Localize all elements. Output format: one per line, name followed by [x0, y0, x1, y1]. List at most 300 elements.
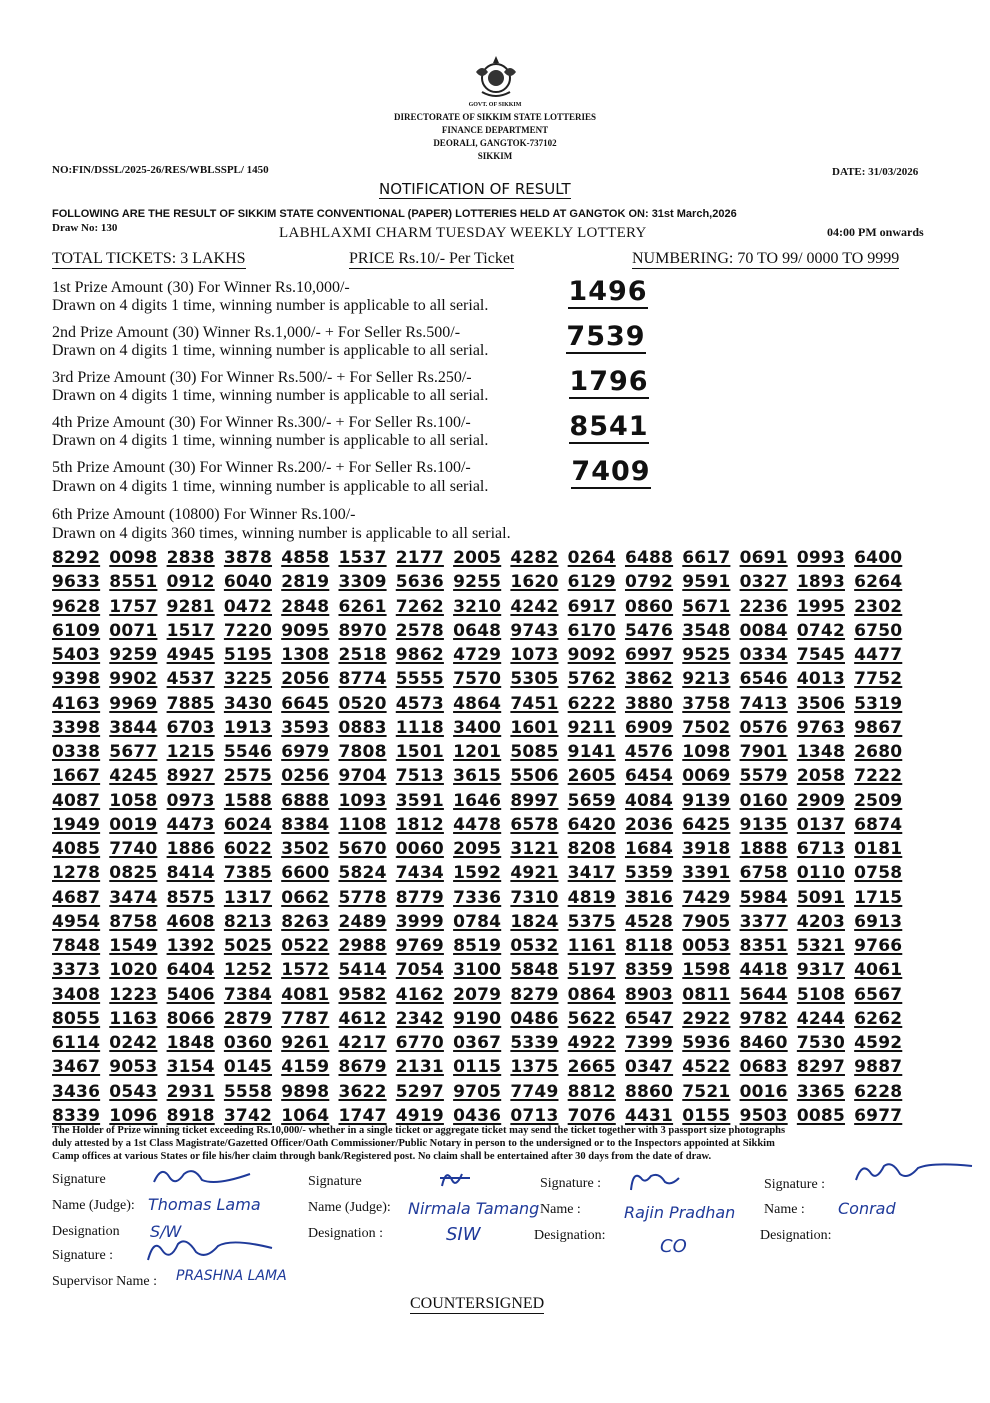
grid-number: 2236 — [739, 596, 788, 617]
grid-row — [52, 839, 912, 863]
grid-row — [52, 985, 912, 1009]
grid-number: 5403 — [52, 645, 101, 665]
grid-number: 3365 — [796, 1081, 845, 1102]
grid-number: 9095 — [281, 620, 330, 641]
grid-number: 1058 — [109, 790, 158, 811]
grid-number: 7530 — [796, 1033, 845, 1053]
grid-number: 8460 — [739, 1033, 788, 1053]
grid-number: 7545 — [796, 645, 845, 665]
grid-number: 8384 — [281, 814, 330, 835]
grid-number: 5321 — [796, 936, 845, 956]
grid-number: 1163 — [109, 1008, 158, 1029]
grid-number: 1161 — [567, 936, 616, 956]
grid-number: 7429 — [682, 887, 731, 908]
grid-number: 5936 — [682, 1033, 731, 1053]
grid-number: 1848 — [166, 1033, 215, 1053]
grid-number: 2518 — [338, 645, 387, 665]
grid-number: 2931 — [166, 1081, 215, 1102]
prize-5-line-2: Drawn on 4 digits 1 time, winning number is applicable to all serial. — [52, 478, 489, 495]
grid-number: 1108 — [338, 814, 387, 835]
grid-number: 4729 — [453, 645, 502, 665]
grid-number: 4858 — [281, 548, 330, 568]
grid-number: 2665 — [567, 1057, 616, 1078]
grid-number: 8927 — [166, 766, 215, 787]
grid-number: 3506 — [796, 693, 845, 714]
grid-number: 1392 — [166, 936, 215, 956]
grid-number: 3622 — [338, 1081, 387, 1102]
grid-number: 1317 — [223, 887, 273, 908]
grid-number: 1223 — [109, 984, 158, 1005]
prize-5-number: 7409 — [571, 456, 651, 487]
grid-number: 9255 — [453, 572, 502, 593]
grid-number: 6567 — [854, 984, 903, 1005]
col1-signature-label: Signature — [52, 1172, 106, 1187]
grid-number: 6261 — [338, 596, 387, 617]
grid-number: 4159 — [281, 1057, 330, 1078]
grid-number: 1215 — [166, 742, 215, 762]
grid-number: 9591 — [682, 572, 731, 593]
grid-number: 0019 — [109, 814, 158, 835]
grid-number: 8055 — [52, 1008, 101, 1029]
grid-number: 9503 — [739, 1105, 788, 1126]
grid-number: 9782 — [739, 1008, 788, 1029]
grid-number: 3878 — [223, 548, 273, 568]
grid-number: 5305 — [510, 669, 559, 690]
grid-number: 5546 — [223, 742, 273, 762]
col1-name-handwritten: Thomas Lama — [148, 1195, 261, 1214]
grid-number: 0347 — [624, 1057, 674, 1078]
grid-number: 4537 — [166, 669, 215, 690]
grid-number: 6750 — [854, 620, 903, 641]
grid-number: 5085 — [510, 742, 559, 762]
grid-number: 6578 — [510, 814, 559, 835]
grid-number: 4087 — [52, 790, 101, 811]
grid-number: 7310 — [510, 887, 559, 908]
col2-signature-label: Signature — [308, 1174, 362, 1189]
grid-number: 9139 — [682, 790, 731, 811]
prize-4-line-1: 4th Prize Amount (30) For Winner Rs.300/- + For Seller Rs.100/- — [52, 414, 471, 431]
grid-number: 8774 — [338, 669, 387, 690]
grid-number: 1747 — [338, 1105, 387, 1126]
grid-number: 1888 — [739, 839, 788, 859]
grid-number: 4245 — [109, 766, 158, 787]
grid-number: 8118 — [624, 936, 674, 956]
grid-number: 4522 — [682, 1057, 731, 1078]
emblem-caption: GOVT. OF SIKKIM — [468, 102, 522, 108]
grid-number: 0160 — [739, 790, 788, 811]
grid-number: 7399 — [624, 1033, 674, 1053]
grid-number: 8519 — [453, 936, 502, 956]
col2-name-handwritten: Nirmala Tamang — [408, 1199, 540, 1218]
grid-number: 6425 — [682, 814, 731, 835]
grid-row — [52, 718, 912, 742]
grid-number: 0520 — [338, 693, 387, 714]
grid-number: 0084 — [739, 620, 788, 641]
grid-number: 7076 — [567, 1105, 616, 1126]
grid-row — [52, 669, 912, 693]
countersigned: COUNTERSIGNED — [410, 1295, 545, 1312]
grid-number: 4687 — [52, 887, 101, 908]
grid-number: 0327 — [739, 572, 788, 593]
grid-number: 4608 — [166, 911, 215, 932]
grid-number: 5108 — [796, 984, 845, 1005]
grid-number: 9281 — [166, 596, 215, 617]
prize-4-number: 8541 — [569, 411, 649, 442]
grid-number: 9141 — [567, 742, 616, 762]
grid-number: 0338 — [52, 742, 101, 762]
grid-number: 3591 — [395, 790, 444, 811]
grid-number: 7451 — [510, 693, 559, 714]
grid-number: 6488 — [624, 548, 674, 568]
grid-number: 5644 — [739, 984, 788, 1005]
grid-number: 2848 — [281, 596, 330, 617]
grid-row — [52, 548, 912, 572]
grid-number: 0792 — [624, 572, 674, 593]
grid-number: 2838 — [166, 548, 215, 568]
grid-number: 4478 — [453, 814, 502, 835]
grid-number: 7808 — [338, 742, 387, 762]
grid-number: 2879 — [223, 1008, 273, 1029]
col1-name-label: Name (Judge): — [52, 1198, 135, 1213]
grid-number: 8860 — [624, 1081, 674, 1102]
grid-number: 3430 — [223, 693, 273, 714]
grid-number: 9743 — [510, 620, 559, 641]
grid-number: 6979 — [281, 742, 330, 762]
grid-number: 5671 — [682, 596, 731, 617]
grid-number: 9766 — [854, 936, 903, 956]
grid-number: 1995 — [796, 596, 845, 617]
grid-row — [52, 1082, 912, 1106]
grid-number: 9763 — [796, 717, 845, 738]
grid-number: 1537 — [338, 548, 387, 568]
grid-number: 1588 — [223, 790, 273, 811]
col4-name-handwritten: Conrad — [838, 1199, 896, 1218]
grid-number: 5778 — [338, 887, 387, 908]
grid-number: 3210 — [453, 596, 502, 617]
grid-number: 9628 — [52, 596, 101, 617]
grid-number: 1601 — [510, 717, 559, 738]
grid-number: 3844 — [109, 717, 158, 738]
grid-number: 8970 — [338, 620, 387, 641]
grid-number: 0472 — [223, 596, 273, 617]
grid-number: 8551 — [109, 572, 158, 593]
grid-number: 7905 — [682, 911, 731, 932]
draw-time: 04:00 PM onwards — [827, 225, 924, 239]
grid-number: 4477 — [854, 645, 903, 665]
grid-number: 0242 — [109, 1033, 158, 1053]
prize-2-number: 7539 — [566, 321, 646, 352]
grid-number: 7740 — [109, 839, 158, 859]
grid-number: 0264 — [567, 548, 616, 568]
grid-number: 6917 — [567, 596, 616, 617]
grid-number: 5339 — [510, 1033, 559, 1053]
grid-number: 9135 — [739, 814, 788, 835]
grid-number: 6264 — [854, 572, 903, 593]
grid-number: 5636 — [395, 572, 444, 593]
grid-number: 8779 — [395, 887, 444, 908]
grid-number: 6547 — [624, 1008, 674, 1029]
page-title: NOTIFICATION OF RESULT — [379, 180, 571, 198]
grid-number: 9213 — [682, 669, 731, 690]
numbering: NUMBERING: 70 TO 99/ 0000 TO 9999 — [632, 250, 900, 267]
grid-number: 8679 — [338, 1057, 387, 1078]
header-line-2: FINANCE DEPARTMENT — [441, 125, 549, 135]
grid-number: 6454 — [624, 766, 674, 787]
grid-number: 6420 — [567, 814, 616, 835]
grid-number: 1098 — [682, 742, 731, 762]
grid-number: 1093 — [338, 790, 387, 811]
grid-number: 4573 — [395, 693, 444, 714]
grid-number: 0085 — [796, 1105, 845, 1126]
grid-number: 6024 — [223, 814, 273, 835]
grid-number: 7054 — [395, 960, 444, 981]
grid-number: 4431 — [624, 1105, 674, 1126]
col3-designation-label: Designation: — [534, 1228, 606, 1243]
grid-number: 3816 — [624, 887, 674, 908]
grid-number: 7901 — [739, 742, 788, 762]
grid-number: 4013 — [796, 669, 845, 690]
grid-number: 3121 — [510, 839, 559, 859]
grid-number: 0742 — [796, 620, 845, 641]
grid-number: 4819 — [567, 887, 616, 908]
grid-number: 6713 — [796, 839, 845, 859]
grid-number: 8359 — [624, 960, 674, 981]
grid-number: 1893 — [796, 572, 845, 593]
grid-number: 3999 — [395, 911, 444, 932]
draw-number: Draw No: 130 — [52, 222, 118, 234]
grid-row — [52, 791, 912, 815]
grid-number: 0360 — [223, 1033, 273, 1053]
grid-number: 5197 — [567, 960, 616, 981]
grid-number: 6109 — [52, 620, 101, 641]
grid-number: 3758 — [682, 693, 731, 714]
grid-number: 5375 — [567, 911, 616, 932]
grid-number: 7336 — [453, 887, 502, 908]
grid-number: 4242 — [510, 596, 559, 617]
grid-number: 8339 — [52, 1105, 101, 1126]
grid-number: 3615 — [453, 766, 502, 787]
grid-number: 2909 — [796, 790, 845, 811]
grid-number: 1308 — [281, 645, 330, 665]
col3-signature-mark — [625, 1166, 685, 1201]
grid-number: 5297 — [395, 1081, 444, 1102]
col2-designation-handwritten: SIW — [446, 1224, 481, 1245]
following-text: FOLLOWING ARE THE RESULT OF SIKKIM STATE CONVENTIONAL (PAPER) LOTTERIES HELD AT GANGTOK ON: 31st March,2026 — [52, 208, 737, 220]
sixth-prize-number-grid — [52, 548, 912, 1130]
grid-number: 0662 — [281, 887, 330, 908]
grid-number: 7749 — [510, 1081, 559, 1102]
grid-number: 2988 — [338, 936, 387, 956]
col2-designation-label: Designation : — [308, 1226, 384, 1241]
grid-number: 5677 — [109, 742, 158, 762]
grid-number: 2056 — [281, 669, 330, 690]
grid-number: 0825 — [109, 863, 158, 884]
grid-number: 3417 — [567, 863, 616, 884]
grid-number: 4085 — [52, 839, 101, 859]
grid-number: 5476 — [624, 620, 674, 641]
grid-number: 7521 — [682, 1081, 731, 1102]
grid-number: 1715 — [854, 887, 903, 908]
grid-number: 1118 — [395, 717, 444, 738]
col4-designation-label: Designation: — [760, 1228, 832, 1243]
grid-number: 4576 — [624, 742, 674, 762]
grid-number: 4864 — [453, 693, 502, 714]
grid-number: 3309 — [338, 572, 387, 593]
grid-number: 0973 — [166, 790, 215, 811]
grid-number: 6114 — [52, 1033, 101, 1053]
prize-3-line-1: 3rd Prize Amount (30) For Winner Rs.500/- + For Seller Rs.250/- — [52, 369, 472, 386]
col4-name-label: Name : — [764, 1202, 805, 1217]
grid-row — [52, 766, 912, 790]
grid-number: 9190 — [453, 1008, 502, 1029]
grid-number: 2095 — [453, 839, 502, 859]
header-line-4: SIKKIM — [477, 151, 513, 161]
grid-number: 6404 — [166, 960, 215, 981]
grid-number: 5414 — [338, 960, 387, 981]
grid-number: 9887 — [854, 1057, 903, 1078]
grid-number: 3502 — [281, 839, 330, 859]
grid-number: 0860 — [624, 596, 674, 617]
grid-number: 0691 — [739, 548, 788, 568]
grid-number: 0864 — [567, 984, 616, 1005]
grid-number: 1348 — [796, 742, 845, 762]
grid-number: 3742 — [223, 1105, 273, 1126]
grid-number: 0883 — [338, 717, 387, 738]
grid-number: 9053 — [109, 1057, 158, 1078]
grid-number: 5091 — [796, 887, 845, 908]
grid-number: 4162 — [395, 984, 444, 1005]
grid-number: 7752 — [854, 669, 903, 690]
grid-row — [52, 1057, 912, 1081]
grid-number: 0060 — [395, 839, 444, 859]
grid-number: 4919 — [395, 1105, 444, 1126]
grid-number: 1667 — [52, 766, 101, 787]
grid-number: 3436 — [52, 1081, 101, 1102]
grid-number: 4203 — [796, 911, 845, 932]
grid-number: 0137 — [796, 814, 845, 835]
grid-number: 1064 — [281, 1105, 330, 1126]
grid-number: 6874 — [854, 814, 903, 835]
grid-number: 6977 — [854, 1105, 903, 1126]
state-emblem — [468, 54, 524, 100]
grid-number: 5670 — [338, 839, 387, 859]
grid-number: 1949 — [52, 814, 101, 835]
grid-number: 9705 — [453, 1081, 502, 1102]
grid-number: 8575 — [166, 887, 215, 908]
grid-number: 7385 — [223, 863, 273, 884]
grid-number: 5359 — [624, 863, 674, 884]
grid-number: 5195 — [223, 645, 273, 665]
grid-number: 6888 — [281, 790, 330, 811]
col3-designation-handwritten: CO — [660, 1236, 687, 1257]
grid-number: 9525 — [682, 645, 731, 665]
grid-number: 6129 — [567, 572, 616, 593]
grid-number: 8997 — [510, 790, 559, 811]
supervisor-signature-label: Signature : — [52, 1248, 114, 1263]
grid-number: 4612 — [338, 1008, 387, 1029]
prize-1-line-1: 1st Prize Amount (30) For Winner Rs.10,000/- — [52, 279, 350, 296]
grid-number: 5558 — [223, 1081, 273, 1102]
grid-number: 2509 — [854, 790, 903, 811]
grid-number: 0648 — [453, 620, 502, 641]
prize-3-number: 1796 — [569, 366, 649, 397]
grid-number: 2177 — [395, 548, 444, 568]
grid-number: 7434 — [395, 863, 444, 884]
grid-number: 2302 — [854, 596, 903, 617]
grid-number: 0256 — [281, 766, 330, 787]
grid-number: 1620 — [510, 572, 559, 593]
grid-row — [52, 936, 912, 960]
grid-number: 6770 — [395, 1033, 444, 1053]
grid-number: 1812 — [395, 814, 444, 835]
grid-number: 5762 — [567, 669, 616, 690]
grid-number: 3467 — [52, 1057, 101, 1078]
grid-number: 3862 — [624, 669, 674, 690]
grid-row — [52, 1009, 912, 1033]
grid-number: 8758 — [109, 911, 158, 932]
grid-number: 6400 — [854, 548, 903, 568]
header-line-3: DEORALI, GANGTOK-737102 — [433, 138, 557, 148]
grid-row — [52, 742, 912, 766]
grid-number: 5025 — [223, 936, 273, 956]
grid-number: 2489 — [338, 911, 387, 932]
total-tickets: TOTAL TICKETS: 3 LAKHS — [52, 250, 246, 267]
grid-number: 6909 — [624, 717, 674, 738]
footer-note-line-2: duly attested by a 1st Class Magistrate/Gazetted Officer/Oath Commissioner/Public Notary in person to the undersigned or to the Inspectors appointed at Sikkim — [52, 1138, 775, 1149]
grid-number: 9582 — [338, 984, 387, 1005]
grid-number: 2131 — [395, 1057, 444, 1078]
grid-row — [52, 645, 912, 669]
grid-number: 4282 — [510, 548, 559, 568]
grid-number: 3880 — [624, 693, 674, 714]
col4-signature-mark — [848, 1156, 978, 1193]
grid-row — [52, 912, 912, 936]
grid-number: 7513 — [395, 766, 444, 787]
grid-number: 0532 — [510, 936, 559, 956]
grid-number: 7787 — [281, 1008, 330, 1029]
grid-number: 0784 — [453, 911, 502, 932]
grid-number: 9398 — [52, 669, 101, 690]
grid-number: 8279 — [510, 984, 559, 1005]
grid-number: 8208 — [567, 839, 616, 859]
grid-number: 1646 — [453, 790, 502, 811]
grid-number: 1824 — [510, 911, 559, 932]
grid-number: 0758 — [854, 863, 903, 884]
grid-number: 0993 — [796, 548, 845, 568]
grid-number: 6022 — [223, 839, 273, 859]
grid-row — [52, 815, 912, 839]
grid-number: 7413 — [739, 693, 788, 714]
grid-number: 9261 — [281, 1033, 330, 1053]
prize-2-line-2: Drawn on 4 digits 1 time, winning number is applicable to all serial. — [52, 342, 489, 359]
grid-number: 6645 — [281, 693, 330, 714]
grid-number: 0155 — [682, 1105, 731, 1126]
grid-number: 3377 — [739, 911, 788, 932]
grid-number: 8297 — [796, 1057, 845, 1078]
prize-6-line-2: Drawn on 4 digits 360 times, winning number is applicable to all serial. — [52, 525, 511, 542]
grid-number: 9317 — [796, 960, 845, 981]
grid-number: 6040 — [223, 572, 273, 593]
grid-number: 9259 — [109, 645, 158, 665]
grid-number: 2578 — [395, 620, 444, 641]
grid-number: 3400 — [453, 717, 502, 738]
grid-number: 3100 — [453, 960, 502, 981]
grid-number: 8213 — [223, 911, 273, 932]
grid-number: 9633 — [52, 572, 101, 593]
grid-number: 2342 — [395, 1008, 444, 1029]
col1-signature-mark — [150, 1160, 260, 1195]
grid-row — [52, 694, 912, 718]
